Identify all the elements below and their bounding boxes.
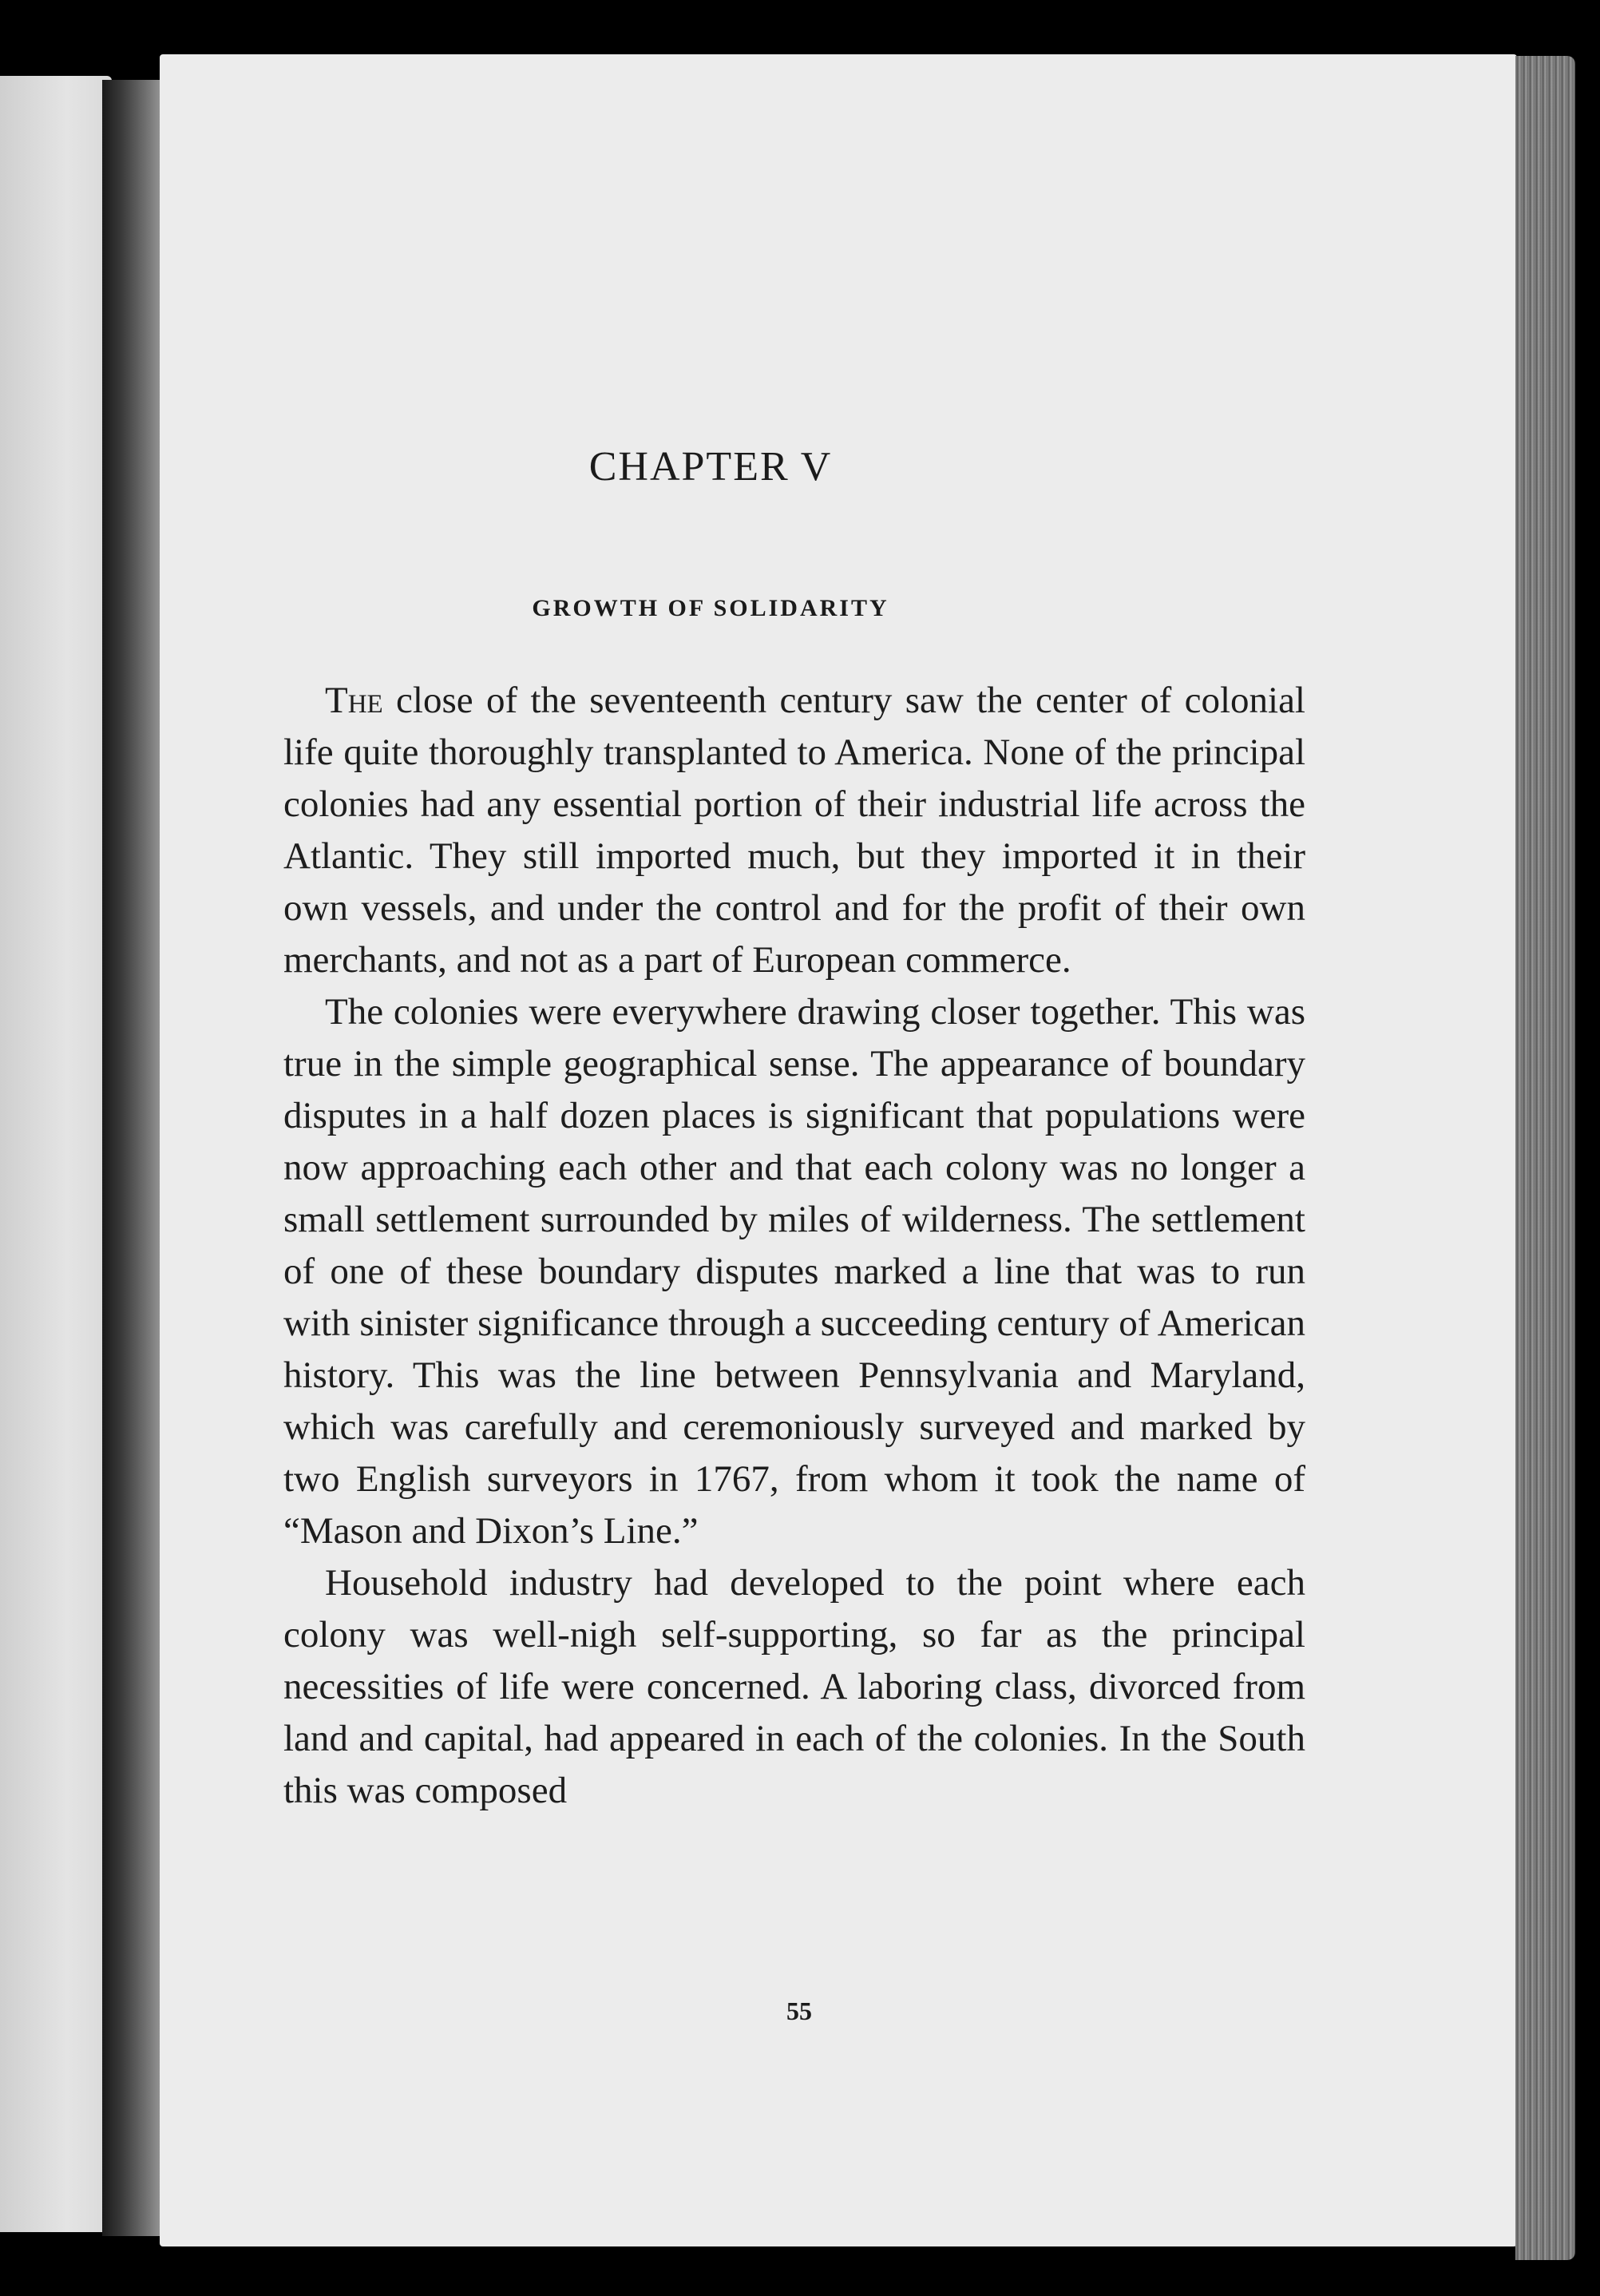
page-stack-edge (1515, 56, 1575, 2260)
paragraph-text: close of the seventeenth century saw the center of colonial life quite thoroughly transplanted to America. None of the principal colonies had any essential portion of their industrial life across the Atlantic. They still imported much, but they imported it in their own vessels, and under the control and for the profit of their own merchants, and not as a part of European commerce. (283, 680, 1305, 981)
chapter-subtitle: GROWTH OF SOLIDARITY (532, 595, 889, 621)
page-number: 55 (786, 1997, 812, 2025)
chapter-title: CHAPTER V (588, 444, 833, 490)
paragraph (283, 1557, 1305, 1817)
body-text (283, 675, 1305, 1817)
paragraph-lead-word: The (325, 680, 383, 721)
paragraph-text: The colonies were everywhere drawing closer together. This was true in the simple geographical sense. The appearance of boundary disputes in a half dozen places is significant that populations were now approaching each other and that each colony was no longer a small settlement surrounded by miles of wilderness. The settlement of one of these boundary disputes marked a line that was to run with sinister significance through a succeeding century of American history. This was the line between Pennsylvania and Maryland, which was carefully and ceremoniously surveyed and marked by two English surveyors in 1767, from whom it took the name of “Mason and Dixon’s Line.” (283, 991, 1305, 1552)
paragraph-text: Household industry had developed to the point where each colony was well-nigh self-supporting, so far as the principal necessities of life were concerned. A laboring class, divorced from land and capital, had appeared in each of the colonies. In the South this was composed (283, 1562, 1305, 1811)
facing-page-edge (0, 76, 112, 2232)
paragraph (283, 986, 1305, 1557)
paragraph (283, 675, 1305, 986)
